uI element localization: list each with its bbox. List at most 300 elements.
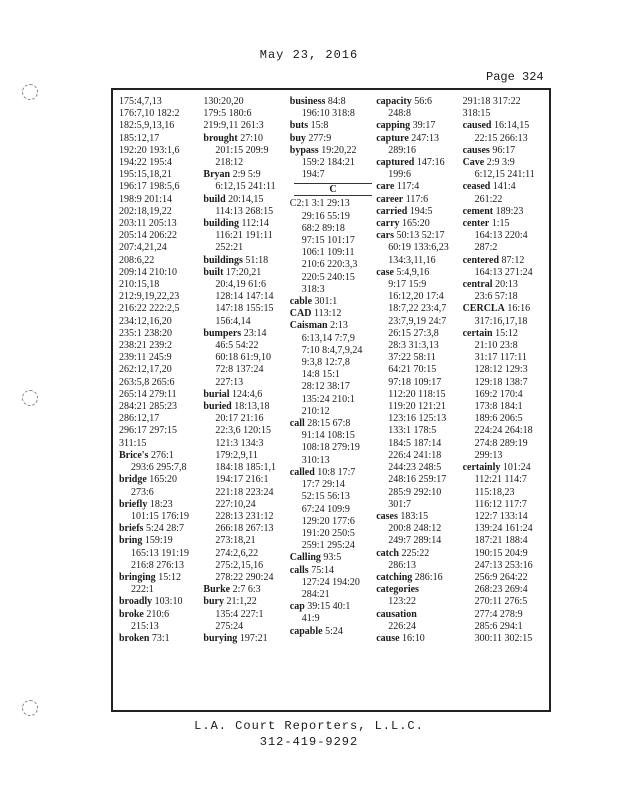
index-entry <box>290 157 376 169</box>
index-refs: 207:4,21,24 <box>119 242 167 254</box>
index-refs: 300:11 302:15 <box>474 632 533 644</box>
index-refs: 20:17 21:16 <box>215 413 264 425</box>
index-entry <box>203 279 289 291</box>
index-refs: 165:13 191:19 <box>131 547 190 559</box>
index-refs: 147:18 155:15 <box>215 303 274 315</box>
index-refs: 119:20 121:21 <box>388 401 446 413</box>
index-term: Cave <box>462 157 485 169</box>
index-entry <box>463 364 549 376</box>
index-term: Brice's <box>119 449 149 461</box>
index-entry <box>203 120 289 132</box>
index-refs: 247:13 253:16 <box>474 559 533 571</box>
index-term: cable <box>289 296 313 308</box>
index-term: capable <box>289 625 323 637</box>
index-entry <box>203 596 289 608</box>
index-refs: 112:21 114:7 <box>474 474 527 486</box>
index-entry <box>119 389 203 401</box>
index-entry <box>463 328 549 340</box>
index-entry <box>463 194 549 206</box>
index-term: call <box>289 418 305 430</box>
index-entry <box>119 511 203 523</box>
index-entry <box>203 218 289 230</box>
index-entry <box>119 584 203 596</box>
index-refs: 221:18 223:24 <box>215 486 274 498</box>
index-entry <box>290 284 376 296</box>
index-refs: 182:5,9,13,16 <box>119 120 175 132</box>
index-entry <box>376 291 462 303</box>
index-entry <box>119 462 203 474</box>
index-entry <box>203 438 289 450</box>
index-refs: 194:17 216:1 <box>215 474 269 486</box>
index-entry <box>376 633 462 645</box>
index-refs: 127:24 194:20 <box>301 576 360 588</box>
index-refs: 277:4 278:9 <box>474 608 523 620</box>
index-entry <box>463 548 549 560</box>
court-reporter-phone: 312-419-9292 <box>259 735 359 749</box>
index-entry <box>376 133 462 145</box>
index-term: build <box>203 193 226 205</box>
index-column-1 <box>113 96 203 645</box>
index-entry <box>376 218 462 230</box>
index-entry <box>119 340 203 352</box>
index-refs: 108:18 279:19 <box>301 442 360 454</box>
index-entry <box>376 584 462 596</box>
index-entry <box>463 377 549 389</box>
index-refs: 121:3 134:3 <box>215 437 264 449</box>
index-term: center <box>462 218 490 230</box>
index-entry <box>119 352 203 364</box>
index-column-2 <box>203 96 289 645</box>
index-refs: 84:8 <box>327 96 346 107</box>
index-entry <box>376 364 462 376</box>
index-refs: 210:6 220:3,3 <box>301 259 358 271</box>
index-entry <box>463 413 549 425</box>
index-refs: 7:10 8:4,7,9,24 <box>301 344 363 356</box>
index-entry <box>376 413 462 425</box>
index-refs: 274:8 289:19 <box>474 437 528 449</box>
index-term: capping <box>376 120 411 132</box>
index-term: building <box>203 218 239 230</box>
index-entry <box>119 291 203 303</box>
index-refs: 123:16 125:13 <box>388 413 447 425</box>
index-refs: 117:4 <box>396 181 420 193</box>
index-entry <box>376 450 462 462</box>
index-entry <box>203 425 289 437</box>
index-term: captured <box>376 157 415 169</box>
index-refs: 228:13 231:12 <box>215 510 274 522</box>
punch-hole-middle <box>22 390 38 406</box>
document-date: May 23, 2016 <box>259 48 359 62</box>
index-term: certainly <box>462 462 501 474</box>
index-entry <box>290 467 376 479</box>
index-entry <box>203 206 289 218</box>
index-entry <box>119 413 203 425</box>
index-entry <box>376 340 462 352</box>
index-refs: 187:21 188:4 <box>474 535 528 547</box>
index-entry <box>463 145 549 157</box>
index-entry <box>376 169 462 181</box>
index-refs: 190:15 204:9 <box>474 547 528 559</box>
index-term: Burke <box>203 584 231 596</box>
index-entry <box>376 389 462 401</box>
index-entry <box>463 633 549 645</box>
index-refs: 248:8 <box>388 108 411 120</box>
index-entry <box>376 230 462 242</box>
index-entry <box>463 609 549 621</box>
index-refs: 134:3,11,16 <box>388 254 436 266</box>
index-refs: 165:20 <box>149 474 178 486</box>
index-refs: 286:16 <box>414 571 443 583</box>
index-entry <box>463 181 549 193</box>
index-entry <box>463 535 549 547</box>
index-term: catch <box>376 547 399 559</box>
index-term: central <box>462 279 493 291</box>
index-entry <box>463 352 549 364</box>
index-refs: 197:21 <box>239 632 268 644</box>
index-entry <box>203 389 289 401</box>
index-refs: 18:7,22 23:4,7 <box>388 303 447 315</box>
index-term: causation <box>376 608 417 620</box>
index-refs: 198:9 201:14 <box>119 193 173 205</box>
index-refs: 210:6 <box>146 608 170 620</box>
index-entry <box>119 169 203 181</box>
index-refs: 176:7,10 182:2 <box>119 108 180 120</box>
index-term: causes <box>462 144 490 156</box>
index-term: broken <box>119 632 150 644</box>
index-refs: 75:14 <box>311 564 334 576</box>
index-entry <box>463 450 549 462</box>
index-entry <box>119 96 203 108</box>
index-refs: 318:15 <box>462 108 491 120</box>
index-refs: 128:14 147:14 <box>215 291 274 303</box>
index-entry <box>203 194 289 206</box>
footer <box>0 718 618 750</box>
index-entry <box>463 474 549 486</box>
index-refs: 210:15,18 <box>119 279 160 291</box>
index-term: certain <box>462 327 493 339</box>
index-entry <box>203 96 289 108</box>
index-refs: 220:5 240:15 <box>301 271 355 283</box>
index-entry <box>290 394 376 406</box>
index-refs: 159:2 184:21 <box>301 157 355 169</box>
index-refs: 189:23 <box>495 205 524 217</box>
index-entry <box>463 157 549 169</box>
index-refs: 21:1,22 <box>226 596 257 608</box>
index-refs: 284:21 <box>301 588 330 600</box>
index-refs: 14:8 15:1 <box>301 369 340 381</box>
index-term: CERCLA <box>462 303 505 315</box>
index-term: cause <box>376 632 400 644</box>
index-refs: 101:15 176:19 <box>131 510 190 522</box>
index-entry <box>376 242 462 254</box>
index-refs: 23:14 <box>243 327 267 339</box>
index-refs: 15:8 <box>310 120 329 132</box>
index-entry <box>376 194 462 206</box>
index-entry <box>376 548 462 560</box>
punch-hole-bottom <box>22 700 38 716</box>
index-entry <box>376 145 462 157</box>
index-term: bring <box>119 535 143 547</box>
index-entry <box>203 621 289 633</box>
index-refs: 16:10 <box>402 632 425 644</box>
index-entry <box>463 511 549 523</box>
index-term: briefly <box>119 498 148 510</box>
index-entry <box>463 438 549 450</box>
index-refs: 141:4 <box>492 181 516 193</box>
index-refs: 192:20 193:1,6 <box>119 144 180 156</box>
index-refs: 112:20 118:15 <box>388 388 446 400</box>
index-entry <box>203 633 289 645</box>
index-entry <box>203 242 289 254</box>
index-entry <box>290 120 376 132</box>
index-refs: C2:1 3:1 29:13 <box>289 198 350 210</box>
index-entry <box>119 438 203 450</box>
index-entry <box>463 133 549 145</box>
index-term: carry <box>376 218 400 230</box>
index-entry <box>203 328 289 340</box>
index-refs: 23:6 57:18 <box>474 291 518 303</box>
index-column-5 <box>463 96 549 645</box>
index-term: called <box>289 466 315 478</box>
index-refs: 56:6 <box>414 96 433 107</box>
index-entry <box>119 548 203 560</box>
index-entry <box>463 108 549 120</box>
index-entry <box>463 255 549 267</box>
index-refs: 203:11 205:13 <box>119 218 177 230</box>
index-refs: 87:12 <box>501 254 525 266</box>
index-refs: 106:1 109:11 <box>301 247 355 259</box>
index-entry <box>290 145 376 157</box>
index-refs: 256:9 264:22 <box>474 571 528 583</box>
index-refs: 200:8 248:12 <box>388 523 442 535</box>
index-entry <box>290 369 376 381</box>
index-entry <box>376 181 462 193</box>
index-refs: 247:13 <box>411 132 440 144</box>
index-entry <box>463 340 549 352</box>
index-refs: 310:13 <box>301 454 330 466</box>
index-refs: 299:13 <box>474 449 503 461</box>
index-entry <box>463 120 549 132</box>
index-refs: 67:24 109:9 <box>301 503 350 515</box>
index-column-3 <box>290 96 376 645</box>
index-entry <box>203 303 289 315</box>
index-refs: 135:24 210:1 <box>301 393 355 405</box>
index-entry <box>290 198 376 210</box>
index-term: brought <box>203 132 238 144</box>
index-entry <box>463 572 549 584</box>
index-refs: 261:22 <box>474 193 503 205</box>
index-refs: 184:18 185:1,1 <box>215 462 276 474</box>
index-term: bumpers <box>203 327 242 339</box>
index-entry <box>376 108 462 120</box>
index-refs: 224:24 264:18 <box>474 425 533 437</box>
index-refs: 2:13 <box>330 320 348 332</box>
index-refs: 201:15 209:9 <box>215 144 269 156</box>
index-entry <box>119 242 203 254</box>
index-refs: 16:16 <box>507 303 531 315</box>
index-refs: 169:2 170:4 <box>474 388 523 400</box>
index-refs: 15:12 <box>158 571 181 583</box>
index-refs: 73:1 <box>151 632 170 644</box>
index-entry <box>290 223 376 235</box>
index-refs: 114:13 268:15 <box>215 205 274 217</box>
index-refs: 164:13 271:24 <box>474 266 533 278</box>
index-entry <box>203 523 289 535</box>
index-refs: 6:12,15 241:11 <box>474 169 535 181</box>
index-entry <box>376 267 462 279</box>
index-term: cement <box>462 205 494 217</box>
index-term: categories <box>376 584 419 596</box>
index-refs: 194:22 195:4 <box>119 157 173 169</box>
index-refs: 286:12,17 <box>119 413 160 425</box>
index-entry <box>463 267 549 279</box>
index-entry <box>290 247 376 259</box>
index-entry <box>290 479 376 491</box>
index-entry <box>463 401 549 413</box>
index-refs: 317:16,17,18 <box>474 315 528 327</box>
index-term: burial <box>203 388 230 400</box>
index-entry <box>376 316 462 328</box>
index-refs: 31:17 117:11 <box>474 352 527 364</box>
index-entry <box>203 145 289 157</box>
index-entry <box>119 633 203 645</box>
index-refs: 194:7 <box>301 169 325 181</box>
index-entry <box>203 462 289 474</box>
index-term: buildings <box>203 254 243 266</box>
index-entry <box>290 442 376 454</box>
index-refs: 122:7 133:14 <box>474 510 528 522</box>
index-refs: 225:22 <box>401 547 430 559</box>
index-term: bury <box>203 596 224 608</box>
index-refs: 68:2 89:18 <box>301 222 345 234</box>
index-refs: 9:3,8 12:7,8 <box>301 357 350 369</box>
index-refs: 93:5 <box>323 552 342 564</box>
index-refs: 286:13 <box>388 559 416 571</box>
index-term: cars <box>376 230 394 242</box>
index-refs: 265:14 279:11 <box>119 388 177 400</box>
index-entry <box>290 406 376 418</box>
index-entry <box>463 560 549 572</box>
index-refs: 9:17 15:9 <box>388 279 427 291</box>
index-term: business <box>289 96 326 107</box>
index-entry <box>290 308 376 320</box>
index-refs: 262:12,17,20 <box>119 364 172 376</box>
index-entry <box>376 609 462 621</box>
index-term: cap <box>289 601 305 613</box>
index-entry <box>463 523 549 535</box>
index-entry <box>203 267 289 279</box>
index-entry <box>203 377 289 389</box>
index-refs: 51:18 <box>245 254 269 266</box>
index-refs: 226:4 241:18 <box>388 449 442 461</box>
index-entry <box>376 352 462 364</box>
index-refs: 195:15,18,21 <box>119 169 172 181</box>
index-entry <box>119 194 203 206</box>
index-entry <box>290 320 376 332</box>
index-entry <box>203 413 289 425</box>
index-refs: 208:6,22 <box>119 254 155 266</box>
index-entry <box>290 613 376 625</box>
index-refs: 165:20 <box>402 218 430 230</box>
index-refs: 10:8 17:7 <box>317 466 356 478</box>
index-refs: 164:13 220:4 <box>474 230 528 242</box>
index-refs: 5:24 28:7 <box>145 523 185 535</box>
index-refs: 291:18 317:22 <box>462 96 521 107</box>
index-term: case <box>376 266 394 278</box>
index-entry <box>119 328 203 340</box>
index-entry <box>203 450 289 462</box>
index-entry <box>376 560 462 572</box>
index-refs: 26:15 27:3,8 <box>388 327 439 339</box>
index-refs: 20:13 <box>495 279 518 291</box>
index-entry <box>290 272 376 284</box>
index-refs: 27:10 <box>240 132 263 144</box>
index-refs: 263:5,8 265:6 <box>119 376 175 388</box>
index-refs: 6:13,14 7:7,9 <box>301 332 355 344</box>
index-refs: 128:12 129:3 <box>474 364 528 376</box>
index-refs: 266:18 267:13 <box>215 523 274 535</box>
index-entry <box>119 450 203 462</box>
index-refs: 103:10 <box>154 596 183 608</box>
index-refs: 218:12 <box>215 157 244 169</box>
index-term: capacity <box>376 96 412 107</box>
index-entry <box>376 425 462 437</box>
index-term: buts <box>289 120 309 132</box>
index-entry <box>203 291 289 303</box>
index-refs: 276:1 <box>150 449 174 461</box>
index-refs: 97:15 101:17 <box>301 235 355 247</box>
index-refs: 268:23 269:4 <box>474 584 528 596</box>
index-refs: 19:20,22 <box>321 144 357 156</box>
index-refs: 270:11 276:5 <box>474 596 528 608</box>
index-entry <box>376 438 462 450</box>
index-entry <box>203 181 289 193</box>
index-refs: 23:7,9,19 24:7 <box>388 315 447 327</box>
index-entry <box>203 364 289 376</box>
index-term: carried <box>376 205 408 217</box>
index-term: burying <box>203 632 238 644</box>
index-refs: 159:19 <box>144 535 173 547</box>
index-refs: 21:10 23:8 <box>474 340 518 352</box>
index-entry <box>290 96 376 108</box>
index-refs: 17:20,21 <box>225 266 262 278</box>
index-refs: 275:24 <box>215 620 244 632</box>
index-entry <box>119 621 203 633</box>
index-term: centered <box>462 254 500 266</box>
index-entry <box>463 206 549 218</box>
index-entry <box>290 565 376 577</box>
index-entry <box>119 145 203 157</box>
index-refs: 275:2,15,16 <box>215 559 264 571</box>
index-entry <box>463 499 549 511</box>
index-refs: 50:13 52:17 <box>396 230 445 242</box>
index-entry <box>203 535 289 547</box>
index-refs: 311:15 <box>119 437 147 449</box>
index-entry <box>119 133 203 145</box>
index-entry <box>203 255 289 267</box>
index-entry <box>119 364 203 376</box>
index-refs: 287:2 <box>474 242 498 254</box>
index-refs: 285:6 294:1 <box>474 620 523 632</box>
index-refs: 60:19 133:6,23 <box>388 242 449 254</box>
index-refs: 97:18 109:17 <box>388 376 442 388</box>
index-refs: 199:6 <box>388 169 411 181</box>
index-refs: 278:22 290:24 <box>215 571 274 583</box>
index-entry <box>463 316 549 328</box>
index-refs: 147:16 <box>416 157 445 169</box>
index-entry <box>376 621 462 633</box>
index-refs: 20:4,19 61:6 <box>215 279 266 291</box>
